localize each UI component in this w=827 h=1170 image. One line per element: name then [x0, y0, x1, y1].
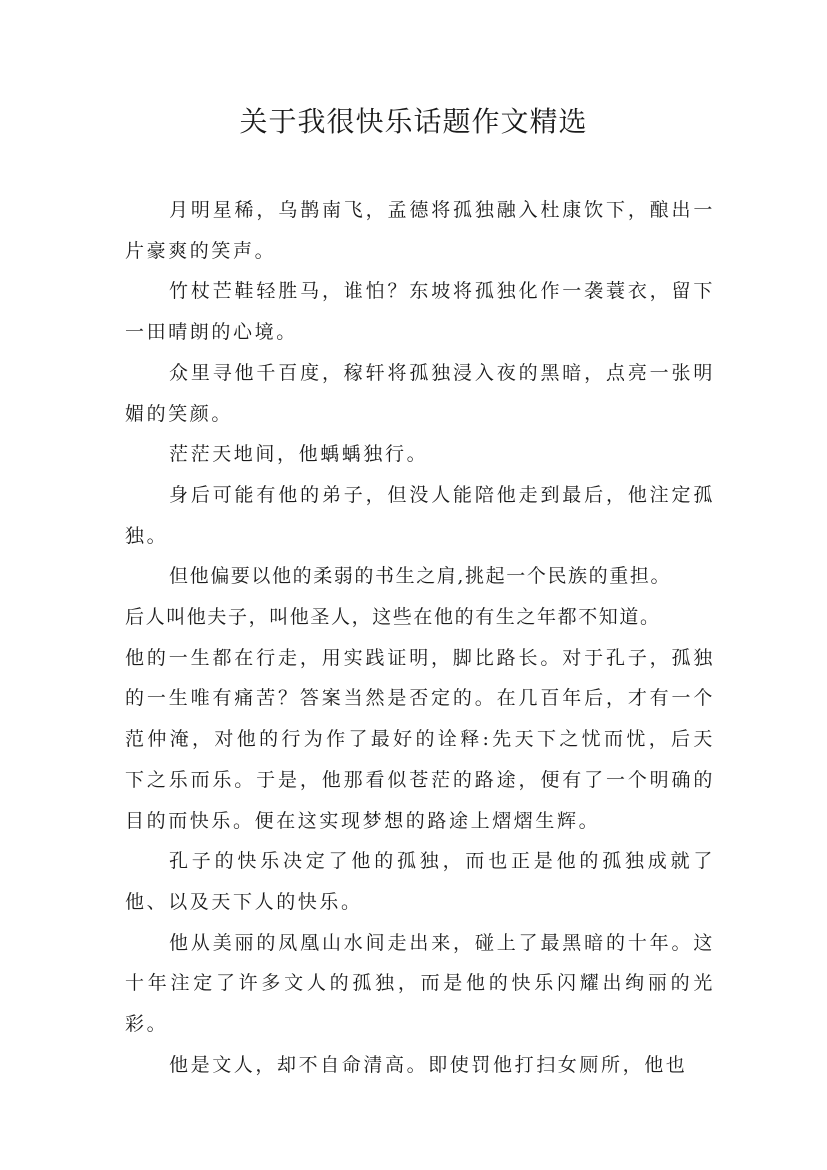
paragraph: 他从美丽的凤凰山水间走出来，碰上了最黑暗的十年。这十年注定了许多文人的孤独，而是他的快乐闪耀出绚丽的光彩。 [125, 931, 715, 1036]
paragraph-continued: 后人叫他夫子，叫他圣人，这些在他的有生之年都不知道。 [125, 606, 661, 629]
paragraph-continued: 他的一生都在行走，用实践证明，脚比路长。对于孔子，孤独的一生唯有痛苦？答案当然是否定的。在几百年后，才有一个范仲淹，对他的行为作了最好的诠释:先天下之忧而忧，后天下之乐而乐。于是，他那看似苍茫的路途，便有了一个明确的目的而快乐。便在这实现梦想的路途上熠熠生辉。 [125, 646, 715, 832]
paragraph: 身后可能有他的弟子，但没人能陪他走到最后，他注定孤独。 [125, 483, 715, 547]
paragraph: 竹杖芒鞋轻胜马，谁怕？东坡将孤独化作一袭蓑衣，留下一田晴朗的心境。 [125, 280, 715, 344]
document-title: 关于我很快乐话题作文精选 [239, 105, 588, 138]
document-body [125, 190, 715, 1085]
paragraph: 众里寻他千百度，稼轩将孤独浸入夜的黑暗，点亮一张明媚的笑颜。 [125, 361, 715, 425]
paragraph: 他是文人，却不自命清高。即使罚他打扫女厕所，他也 [169, 1053, 688, 1076]
paragraph: 茫茫天地间，他蝺蝺独行。 [169, 443, 429, 466]
paragraph: 但他偏要以他的柔弱的书生之肩,挑起一个民族的重担。 [169, 565, 672, 588]
paragraph: 孔子的快乐决定了他的孤独，而也正是他的孤独成就了他、以及天下人的快乐。 [125, 850, 715, 913]
paragraph: 月明星稀，乌鹊南飞，孟德将孤独融入杜康饮下，酿出一片豪爽的笑声。 [125, 199, 715, 262]
